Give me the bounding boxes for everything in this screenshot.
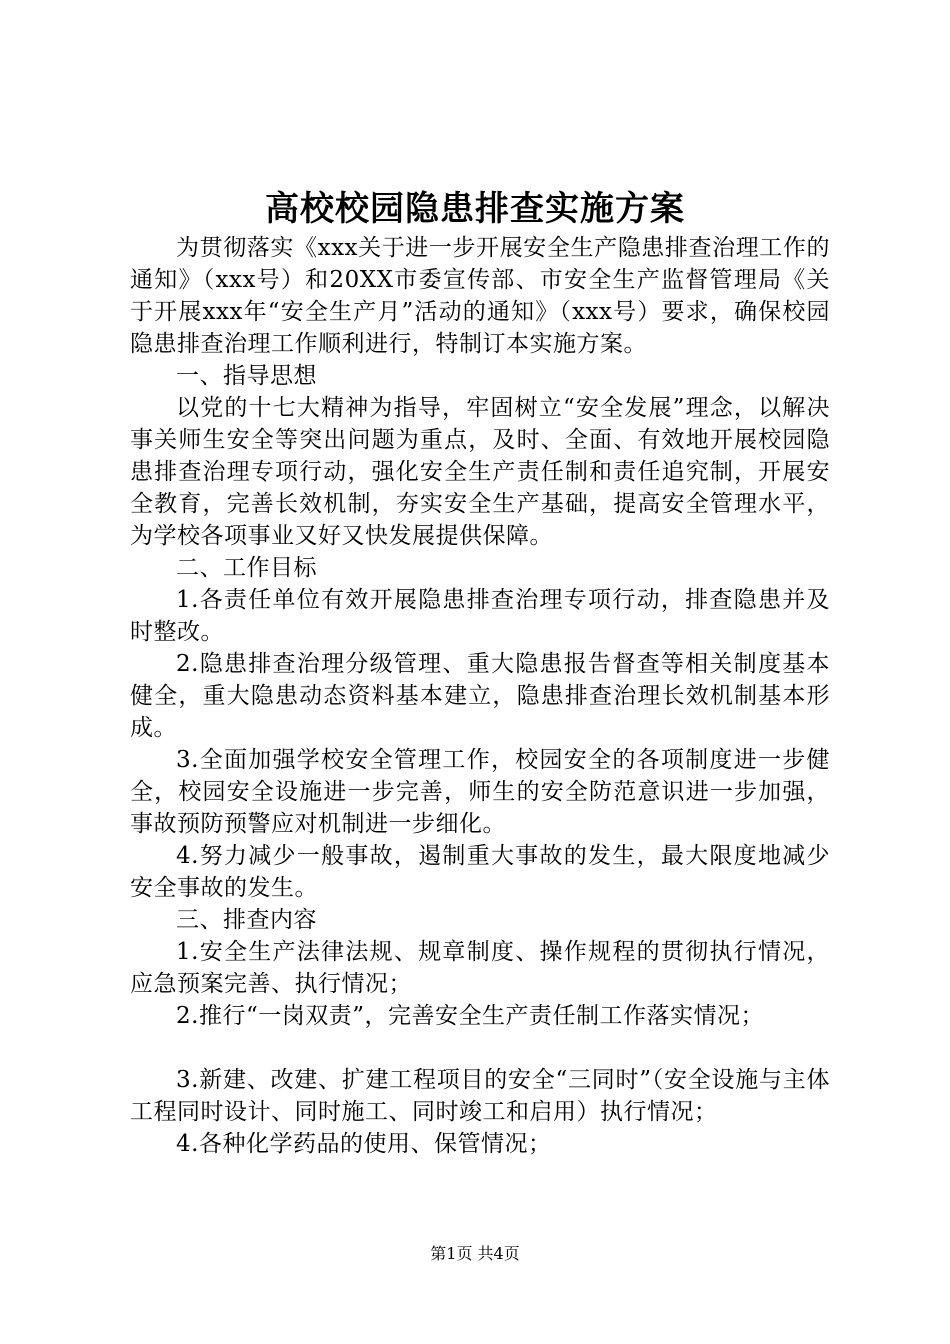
content-item-2: 2.推行“一岗双责”，完善安全生产责任制工作落实情况； (176, 1003, 764, 1029)
content-item-1: 1.安全生产法律法规、规章制度、操作规程的贯彻执行情况，应急预案完善、执行情况； (130, 939, 830, 997)
paragraph-intro: 为贯彻落实《xxx关于进一步开展安全生产隐患排查治理工作的通知》（xxx号）和20XX市委宣传部、市安全生产监督管理局《关于开展xxx年“安全生产月”活动的通知》（xxx号）要求，确保校园隐患排查治理工作顺利进行，特制订本实施方案。 (130, 235, 830, 357)
content-item-4: 4.各种化学药品的使用、保管情况； (176, 1131, 552, 1157)
section-heading-guiding-thought: 一、指导思想 (176, 363, 317, 389)
page-footer: 第1页 共4页 (430, 1244, 520, 1263)
document-title: 高校校园隐患排查实施方案 (265, 189, 685, 229)
goal-item-4: 4.努力减少一般事故，遏制重大事故的发生，最大限度地减少安全事故的发生。 (130, 843, 830, 901)
paragraph-guiding-thought: 以党的十七大精神为指导，牢固树立“安全发展”理念，以解决事关师生安全等突出问题为重点，及时、全面、有效地开展校园隐患排查治理专项行动，强化安全生产责任制和责任追究制，开展安全教育，完善长效机制，夯实安全生产基础，提高安全管理水平，为学校各项事业又好又快发展提供保障。 (130, 395, 830, 549)
content-item-3: 3.新建、改建、扩建工程项目的安全“三同时”（安全设施与主体工程同时设计、同时施工、同时竣工和启用）执行情况； (130, 1067, 830, 1125)
goal-item-3: 3.全面加强学校安全管理工作，校园安全的各项制度进一步健全，校园安全设施进一步完善，师生的安全防范意识进一步加强，事故预防预警应对机制进一步细化。 (130, 747, 830, 837)
goal-item-2: 2.隐患排查治理分级管理、重大隐患报告督查等相关制度基本健全，重大隐患动态资料基本建立，隐患排查治理长效机制基本形成。 (130, 651, 830, 741)
goal-item-1: 1.各责任单位有效开展隐患排查治理专项行动，排查隐患并及时整改。 (130, 587, 830, 645)
section-heading-inspection-content: 三、排查内容 (176, 907, 317, 933)
section-heading-work-goals: 二、工作目标 (176, 555, 317, 581)
document-body (130, 232, 830, 1160)
